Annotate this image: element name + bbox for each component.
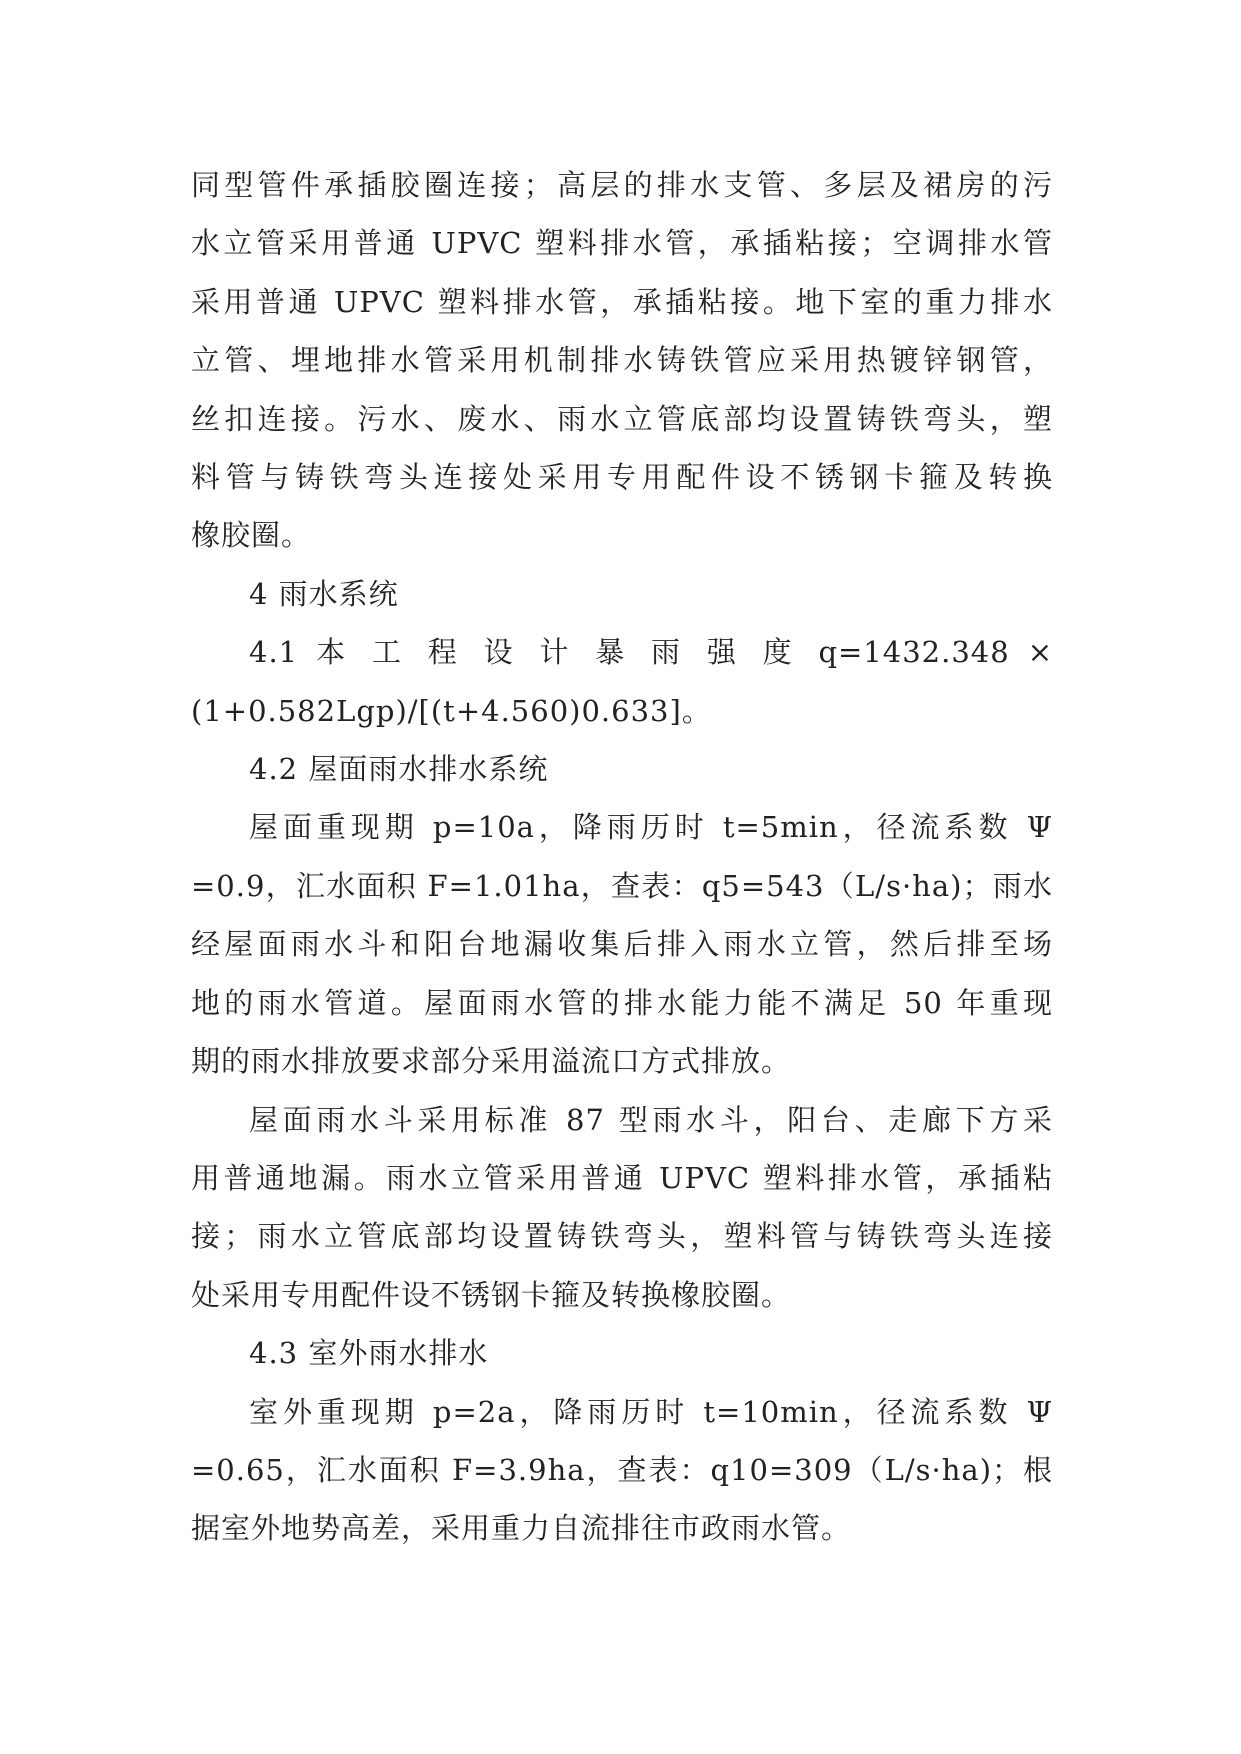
text-line: 接；雨水立管底部均设置铸铁弯头，塑料管与铸铁弯头连接 [191,1219,1053,1254]
text-line: 用普通地漏。雨水立管采用普通 UPVC 塑料排水管，承插粘 [191,1160,1053,1195]
text-line: 期的雨水排放要求部分采用溢流口方式排放。 [191,1044,792,1079]
section-heading-rainwater-system [191,565,1053,623]
section-heading-roof-drainage [191,740,1053,798]
text-line: 立管、埋地排水管采用机制排水铸铁管应采用热镀锌钢管， [191,343,1053,378]
text-line: 同型管件承插胶圈连接；高层的排水支管、多层及裙房的污 [191,168,1053,202]
section-heading-outdoor-drainage [191,1324,1053,1382]
text-line: 料管与铸铁弯头连接处采用专用配件设不锈钢卡箍及转换 [191,460,1053,495]
text-line: 丝扣连接。污水、废水、雨水立管底部均设置铸铁弯头，塑 [191,401,1053,436]
text-line: 处采用专用配件设不锈钢卡箍及转换橡胶圈。 [191,1277,792,1312]
paragraph-outdoor-return-period [191,1383,1053,1558]
heading-line: 4 雨水系统 [249,576,399,611]
paragraph-roof-return-period [191,798,1053,1090]
paragraph-roof-rain-hopper [191,1091,1053,1325]
text-line: 地的雨水管道。屋面雨水管的排水能力能不满足 50 年重现 [191,985,1053,1020]
text-line: 屋面重现期 p=10a，降雨历时 t=5min，径流系数 Ψ [249,810,1053,845]
paragraph-storm-intensity [191,623,1053,740]
heading-line: 4.3 室外雨水排水 [249,1336,489,1371]
paragraph-drainage-pipes [191,156,1053,565]
text-line: 水立管采用普通 UPVC 塑料排水管，承插粘接；空调排水管 [191,226,1053,261]
text-line: 采用普通 UPVC 塑料排水管，承插粘接。地下室的重力排水 [191,284,1053,319]
text-line: =0.65，汇水面积 F=3.9ha，查表：q10=309（L/s·ha)；根 [191,1452,1053,1487]
text-line: 据室外地势高差，采用重力自流排往市政雨水管。 [191,1511,852,1546]
text-line: 橡胶圈。 [191,518,312,553]
text-line: 4.1 本 工 程 设 计 暴 雨 强 度 q=1432.348 × [249,635,1053,670]
text-line: =0.9，汇水面积 F=1.01ha，查表：q5=543（L/s·ha)；雨水 [191,868,1053,903]
body-text [191,156,1053,1558]
heading-line: 4.2 屋面雨水排水系统 [249,752,549,787]
text-line: 屋面雨水斗采用标准 87 型雨水斗，阳台、走廊下方采 [249,1102,1053,1137]
text-line: 经屋面雨水斗和阳台地漏收集后排入雨水立管，然后排至场 [191,927,1053,962]
text-line: 室外重现期 p=2a，降雨历时 t=10min，径流系数 Ψ [249,1394,1053,1429]
text-line: (1+0.582Lgp)/[(t+4.560)0.633]。 [191,693,712,728]
